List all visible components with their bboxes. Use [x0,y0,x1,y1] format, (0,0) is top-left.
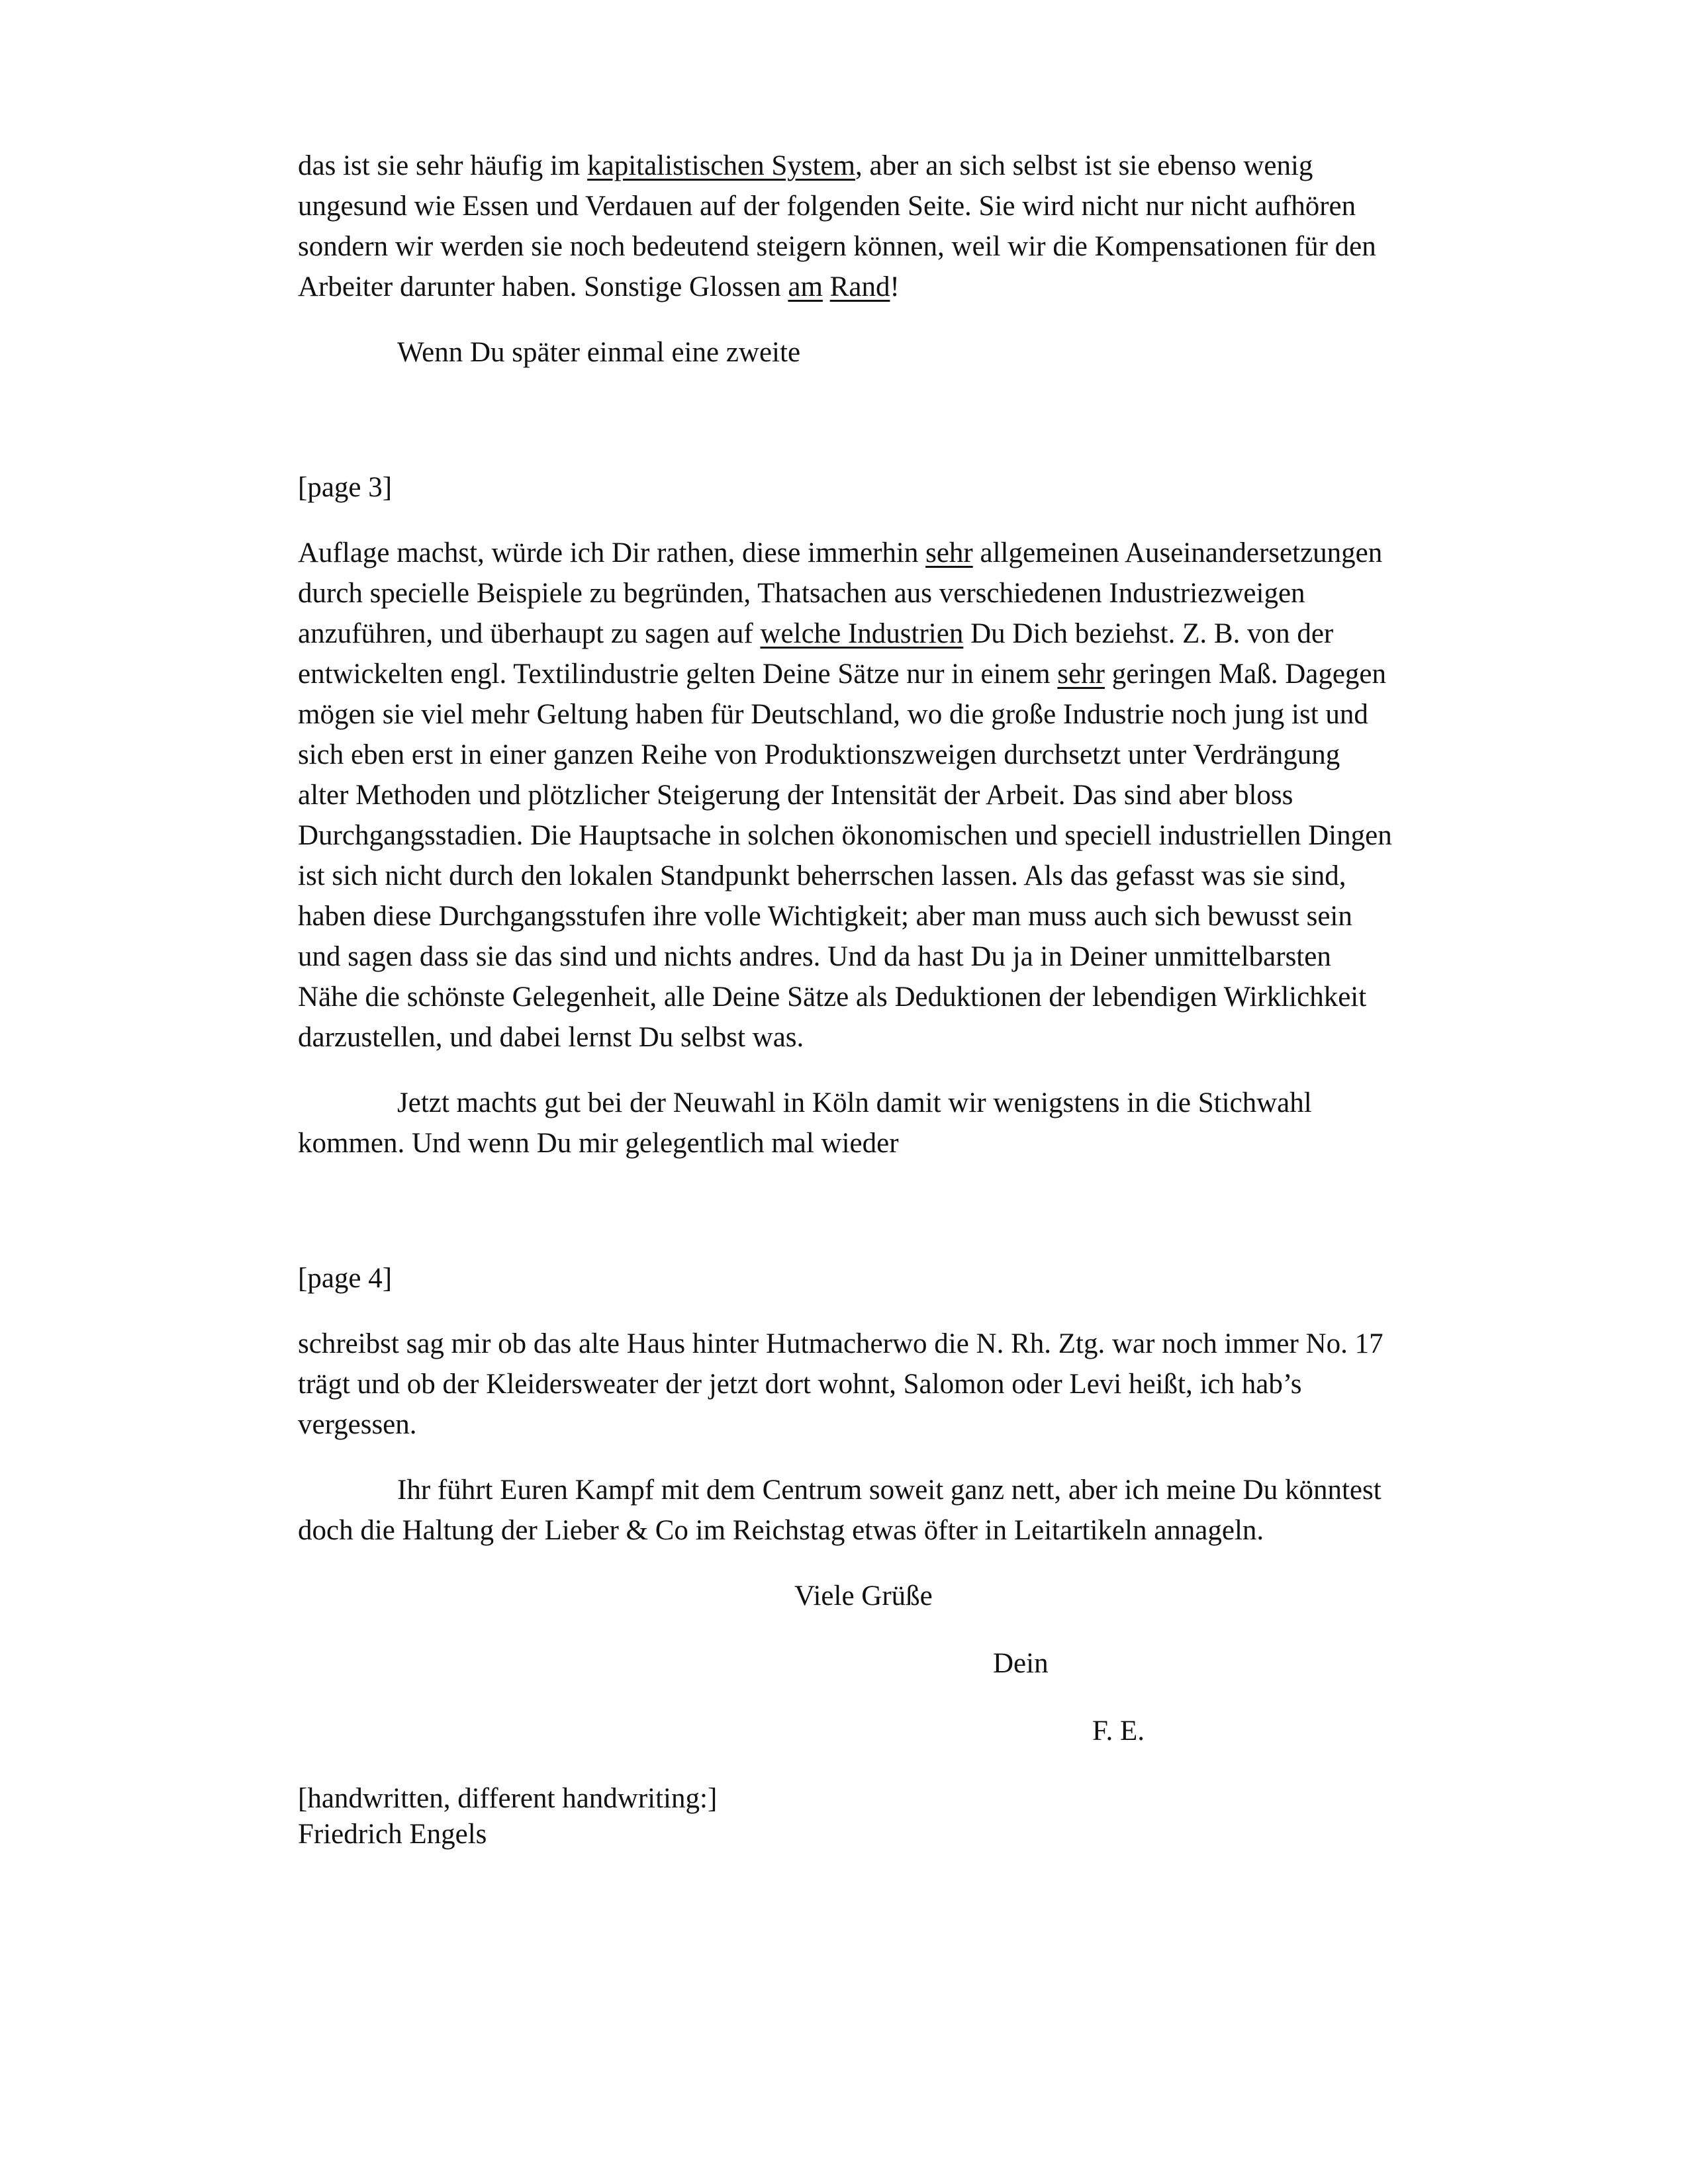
underlined-text: Rand [829,271,890,302]
text-segment: Du Dich beziehst. Z. B. von der entwickelten engl. Textilindustrie gelten Deine Sätze nur in einem [298,618,1334,690]
text-segment [823,271,830,302]
text-segment: Auflage machst, würde ich Dir rathen, diese immerhin [298,537,926,569]
underlined-text: am [788,271,823,302]
text-segment: geringen Maß. Dagegen mögen sie viel mehr Geltung haben für Deutschland, wo die große Industrie noch jung ist und sich eben erst in einer ganzen Reihe von Produktionszweigen durchsetzt unter Verdrängung alter Methoden und plötzlicher Steigerung der Intensität der Arbeit. Das sind aber bloss Durchgangsstadien. Die Hauptsache in solchen ökonomischen und speciell industriellen Dingen ist sich nicht durch den lokalen Standpunkt beherrschen lassen. Als das gefasst was sie sind, haben diese Durchgangsstufen ihre volle Wichtigkeit; aber man muss auch sich bewusst sein und sagen dass sie das sind und nichts andres. Und da hast Du ja in Deiner unmittelbarsten Nähe die schönste Gelegenheit, alle Deine Sätze als Deduktionen der lebendigen Wirklichkeit darzustellen, und dabei lernst Du selbst was. [298,659,1392,1053]
underlined-text: welche Industrien [760,618,964,649]
page-gap [298,398,1397,467]
underlined-text: sehr [925,537,973,569]
handwritten-note: [handwritten, different handwriting:] [298,1783,718,1814]
underlined-text: sehr [1057,659,1105,690]
closing-greeting: Viele Grüße [794,1580,933,1612]
closing-initials: F. E. [1092,1715,1145,1747]
page-marker-3: [page 3] [298,472,393,503]
paragraph-5: schreibst sag mir ob das alte Haus hinter Hutmacherwo die N. Rh. Ztg. war noch immer No. 17 trägt und ob der Kleidersweater der jetzt dort wohnt, Salomon oder Levi heißt, ich hab’s vergessen. [298,1328,1383,1440]
paragraph-3 [298,533,1397,1058]
paragraph-4: Jetzt machts gut bei der Neuwahl in Köln damit wir wenigstens in die Stichwahl kommen. Und wenn Du mir gelegentlich mal wieder [298,1087,1312,1159]
text-segment: , aber an sich selbst ist sie ebenso wenig ungesund wie Essen und Verdauen auf der folgenden Seite. Sie wird nicht nur nicht aufhören sondern wir werden sie noch bedeutend steigern können, weil wir die Kompensationen für den Arbeiter darunter haben. Sonstige Glossen [298,150,1376,302]
signature: Friedrich Engels [298,1819,487,1850]
text-segment: allgemeinen Auseinandersetzungen durch specielle Beispiele zu begründen, Thatsachen aus verschiedenen Industriezweigen anzuführen, und überhaupt zu sagen auf [298,537,1383,649]
paragraph-2: Wenn Du später einmal eine zweite [397,337,801,368]
text-segment: das ist sie sehr häufig im [298,150,588,181]
letter-transcription [298,146,1397,1867]
underlined-text: kapitalistischen System [587,150,855,181]
closing-dein: Dein [993,1648,1049,1679]
paragraph-1 [298,146,1397,307]
page-gap [298,1189,1397,1258]
closing-block [298,1576,1397,1867]
paragraph-6: Ihr führt Euren Kampf mit dem Centrum soweit ganz nett, aber ich meine Du könntest doch die Haltung der Lieber & Co im Reichstag etwas öfter in Leitartikeln annageln. [298,1475,1382,1546]
page-marker-4: [page 4] [298,1263,393,1294]
text-segment: ! [890,271,900,302]
